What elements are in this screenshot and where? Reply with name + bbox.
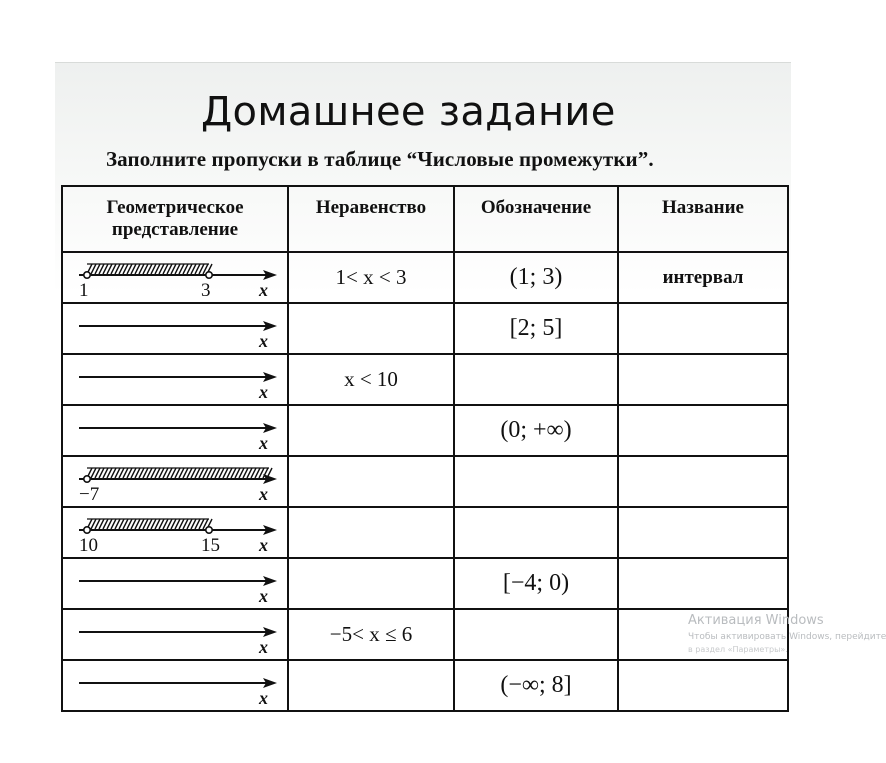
- name-cell: [618, 660, 788, 711]
- endpoint-open: [84, 527, 90, 533]
- instruction-text: Заполните пропуски в таблице “Числовые промежутки”.: [106, 147, 654, 171]
- number-line-cell: [62, 558, 288, 609]
- number-line: [63, 407, 285, 454]
- inequality-cell: [288, 558, 454, 609]
- inequality-cell: [288, 456, 454, 507]
- number-line: [63, 458, 285, 505]
- inequality-cell: [288, 660, 454, 711]
- number-line-cell: [62, 354, 288, 405]
- axis-label: x: [259, 433, 268, 453]
- notation-cell: [2; 5]: [454, 303, 618, 354]
- notation-cell: [454, 609, 618, 660]
- header-row: [62, 186, 788, 252]
- axis-label: x: [259, 484, 268, 504]
- slide-title: Домашнее задание: [201, 89, 616, 135]
- shaded-region: [87, 519, 212, 529]
- watermark-title: Активация Windows: [688, 613, 824, 628]
- slide: [55, 62, 886, 723]
- table-row: [62, 252, 788, 303]
- name-cell: интервал: [618, 252, 788, 303]
- header-inequality: Неравенство: [288, 186, 454, 252]
- header-notation: Обозначение: [454, 186, 618, 252]
- table-row: [62, 660, 788, 711]
- axis-label: x: [259, 586, 268, 606]
- axis-label: x: [259, 382, 268, 402]
- notation-cell: (0; +∞): [454, 405, 618, 456]
- axis-label: x: [259, 331, 268, 351]
- number-line: [63, 662, 285, 709]
- name-cell: [618, 456, 788, 507]
- left-bound-label: 1: [79, 280, 89, 301]
- name-cell: [618, 405, 788, 456]
- number-line: [63, 356, 285, 403]
- left-bound-label: −7: [79, 484, 100, 505]
- right-bound-label: 3: [201, 280, 211, 301]
- table-row: [62, 405, 788, 456]
- inequality-cell: x < 10: [288, 354, 454, 405]
- inequality-cell: [288, 405, 454, 456]
- number-line: [63, 611, 285, 658]
- activation-watermark: [688, 613, 886, 654]
- number-line: [63, 254, 285, 301]
- axis-label: x: [259, 637, 268, 657]
- number-line: [63, 560, 285, 607]
- watermark-line: в раздел «Параметры».: [688, 645, 788, 654]
- axis-label: x: [259, 280, 268, 300]
- number-line-cell: [62, 660, 288, 711]
- notation-cell: [−4; 0): [454, 558, 618, 609]
- number-line-cell: [62, 252, 288, 303]
- number-line-cell: [62, 303, 288, 354]
- number-line: [63, 305, 285, 352]
- inequality-cell: [288, 507, 454, 558]
- name-cell: [618, 558, 788, 609]
- inequality-cell: 1< x < 3: [288, 252, 454, 303]
- name-cell: [618, 303, 788, 354]
- table-row: [62, 354, 788, 405]
- name-cell: [618, 354, 788, 405]
- endpoint-open: [206, 272, 212, 278]
- table-row: [62, 609, 788, 660]
- watermark-line: Чтобы активировать Windows, перейдите: [688, 632, 886, 642]
- table-row: [62, 507, 788, 558]
- notation-cell: (−∞; 8]: [454, 660, 618, 711]
- name-cell: [618, 507, 788, 558]
- number-line-cell: [62, 405, 288, 456]
- notation-cell: [454, 507, 618, 558]
- table-row: [62, 303, 788, 354]
- intervals-table: [61, 185, 789, 712]
- inequality-cell: −5< x ≤ 6: [288, 609, 454, 660]
- notation-cell: [454, 456, 618, 507]
- axis-label: x: [259, 688, 268, 708]
- table-row: [62, 558, 788, 609]
- notation-cell: (1; 3): [454, 252, 618, 303]
- header-geometry: Геометрическое представление: [62, 186, 288, 252]
- endpoint-open: [84, 272, 90, 278]
- notation-cell: [454, 354, 618, 405]
- right-bound-label: 15: [201, 535, 220, 556]
- shaded-region: [87, 468, 272, 478]
- number-line-cell: [62, 609, 288, 660]
- number-line-cell: [62, 507, 288, 558]
- number-line-cell: [62, 456, 288, 507]
- table-row: [62, 456, 788, 507]
- endpoint-open: [84, 476, 90, 482]
- shaded-region: [87, 264, 212, 274]
- axis-label: x: [259, 535, 268, 555]
- number-line: [63, 509, 285, 556]
- endpoint-open: [206, 527, 212, 533]
- inequality-cell: [288, 303, 454, 354]
- header-name: Название: [618, 186, 788, 252]
- left-bound-label: 10: [79, 535, 98, 556]
